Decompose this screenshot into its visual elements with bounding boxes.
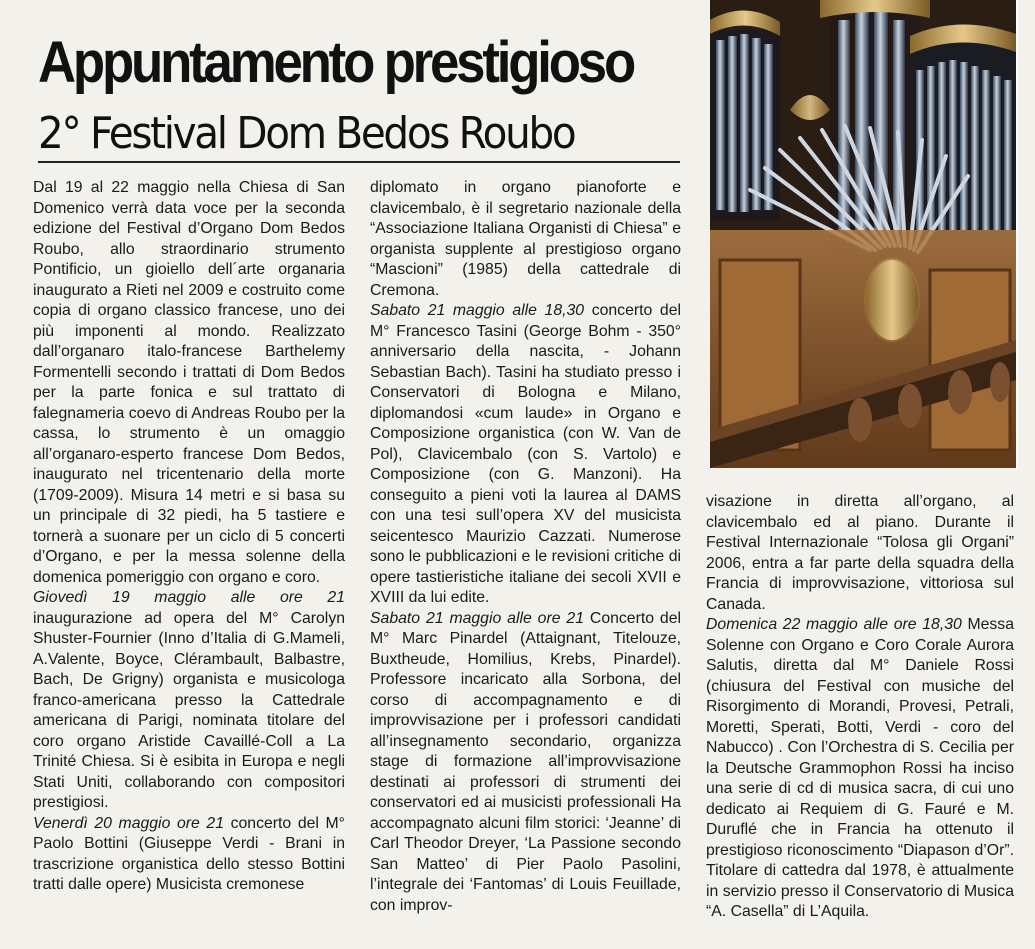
title-rule: [38, 161, 680, 163]
column-2: [370, 178, 681, 916]
paragraph-friday: [33, 814, 345, 896]
paragraph-intro: Dal 19 al 22 maggio nella Chiesa di San Domenico verrà data voce per la seconda edizione del Festival d’Organo Dom Bedos Roubo, allo straordinario strumento Pontificio, un gioiello dell´arte organaria inaugurato a Rieti nel 2009 e costruito come copia di organo classico francese, uno dei più imponenti al mondo. Realizzato dall’organaro italo-francese Barthelemy Formentelli secondo i trattati di Dom Bedos per la parte fonica e sul trattato di falegnameria coevo di Andreas Roubo per la cassa, lo strumento è un omaggio all’organaro-esperto francese Dom Bedos, inaugurato nel tricentenario della morte (1709-2009). Misura 14 metri e si basa su un principale di 32 piedi, ha 5 tastiere e tornerà a suonare per un ciclo di 5 concerti d’Organo, e per la messa solenne della domenica pomeriggio con organo e coro.: [33, 179, 345, 586]
text-friday: concerto del M° Paolo Bottini (Giuseppe Verdi - Brani in trascrizione organistica dello stesso Bottini tratti dalle opere) Musicista cremonese: [33, 814, 345, 893]
organ-photo-icon: [710, 0, 1016, 468]
text-sunday: Messa Solenne con Organo e Coro Corale Aurora Salutis, diretta dal M° Daniele Rossi (chiusura del Festival con musiche del Risorgimento di Morandi, Provesi, Petrali, Moretti, Sperati, Botti, Verdi - coro del Nabucco) . Con l’Orchestra di S. Cecilia per la Deutsche Grammophon Rossi ha inciso una serie di cd di musica sacra, di cui uno dedicato ai Requiem di G. Fauré e M. Duruflé che in Francia ha ottenuto il prestigioso riconoscimento “Diapason d’Or”. Titolare di cattedra dal 1978, è attualmente in servizio presso il Conservatorio di Musica “A. Casella” di L’Aquila.: [706, 616, 1014, 920]
date-saturday-21: Sabato 21 maggio alle ore 21: [370, 609, 584, 627]
date-sunday: Domenica 22 maggio alle ore 18,30: [706, 616, 962, 633]
paragraph-bottini-cont: diplomato in organo pianoforte e clavicembalo, è il segretario nazionale della “Associazione Italiana Organisti di Chiesa” e organista supplente al prestigioso organo “Mascioni” (1985) della cattedrale di Cremona.: [370, 179, 681, 299]
text-saturday-21: Concerto del M° Marc Pinardel (Attaignant, Titelouze, Buxtheude, Homilius, Krebs, Pinardel). Professore incaricato alla Sorbona, del corso di accompagnamento e di improvvisazione per i professori candidati all’insegnamento secondario, organizza stage di formazione all’improvvisazione destinati ai professori di strumenti dei conservatori ed ai musicisti professionali Ha accompagnato alcuni film storici: ‘Jeanne’ di Carl Theodor Dreyer, ‘La Passione secondo San Matteo’ di Pier Paolo Pasolini, l’integrale dei ‘Fantomas’ di Louis Feuillade, con improv-: [370, 609, 681, 914]
paragraph-thursday: [33, 588, 345, 814]
paragraph-pinardel-cont: visazione in diretta all’organo, al clavicembalo ed al piano. Durante il Festival Internazionale “Tolosa gli Organi” 2006, entra a far parte della squadra della Francia di improvvisazione, vittoriosa sul Canada.: [706, 493, 1014, 613]
column-1: [33, 178, 345, 896]
date-friday: Venerdì 20 maggio ore 21: [33, 814, 224, 832]
organ-illustration: [710, 0, 1016, 468]
text-saturday-1830: concerto del M° Francesco Tasini (George Bohm - 350° anniversario della nascita, - Johann Sebastian Bach). Tasini ha studiato presso i Conservatori di Bologna e Milano, diplomandosi «cum laude» in Organo e Composizione organistica (con W. Van de Pol), Clavicembalo (con S. Vartolo) e Composizione (con G. Manzoni). Ha conseguito a pieni voti la laurea al DAMS con una tesi sull’opera XV del musicista seicentesco Maurizio Cazzati. Numerose sono le pubblicazioni e le revisioni critiche di opere tastieristiche italiane dei secoli XVII e XVIII da lui edite.: [370, 302, 681, 606]
date-saturday-1830: Sabato 21 maggio alle 18,30: [370, 302, 585, 319]
headline: Appuntamento prestigioso: [38, 30, 634, 95]
subheadline: 2° Festival Dom Bedos Roubo: [38, 108, 575, 159]
paragraph-saturday-21: [370, 609, 681, 917]
column-3: [706, 492, 1014, 923]
date-thursday: Giovedì 19 maggio alle ore 21: [33, 589, 345, 606]
paragraph-saturday-1830: [370, 301, 681, 609]
paragraph-sunday: [706, 615, 1014, 923]
text-thursday: inaugurazione ad opera del M° Carolyn Shuster-Fournier (Inno d’Italia di G.Mameli, A.Valente, Boyce, Clérambault, Balbastre, Bach, De Grigny) organista e musicologa franco-americana presso la Cattedrale americana di Parigi, nominata titolare del coro organo Aristide Cavaillé-Coll a La Trinité Chiesa. Si è esibita in Europa e negli Stati Uniti, collaborando con compositori prestigiosi.: [33, 609, 345, 811]
